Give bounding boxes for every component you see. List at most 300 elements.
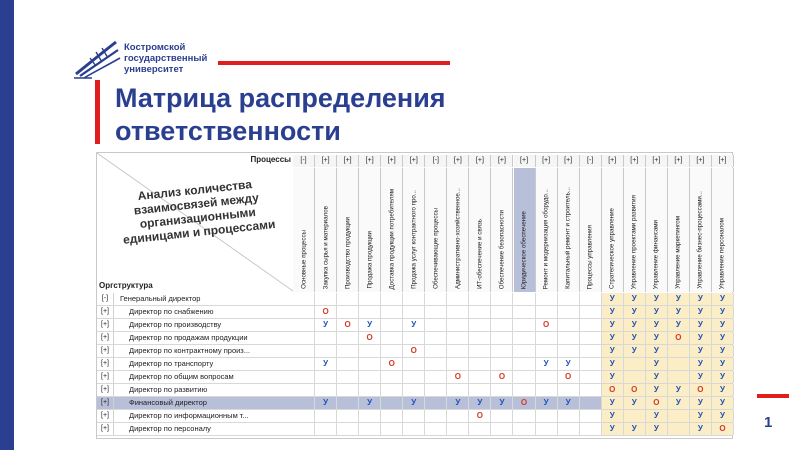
matrix-cell[interactable]: [315, 384, 337, 396]
process-column-header[interactable]: [491, 168, 513, 292]
org-unit-row[interactable]: [97, 371, 732, 384]
matrix-cell[interactable]: [315, 397, 337, 409]
matrix-cell[interactable]: [558, 345, 580, 357]
matrix-cell[interactable]: [536, 384, 558, 396]
column-expand-button[interactable]: [-]: [580, 155, 602, 167]
mark-owner: О: [476, 411, 484, 420]
matrix-cell[interactable]: [646, 332, 668, 344]
matrix-cell[interactable]: [425, 332, 447, 344]
column-expand-button[interactable]: [-]: [293, 155, 315, 167]
matrix-cell[interactable]: [425, 371, 447, 383]
matrix-cell[interactable]: [425, 293, 447, 305]
matrix-cell[interactable]: [381, 371, 403, 383]
matrix-cell[interactable]: [536, 371, 558, 383]
matrix-cell[interactable]: [536, 332, 558, 344]
matrix-cell[interactable]: [646, 371, 668, 383]
mark-owner: О: [719, 424, 726, 433]
matrix-cell[interactable]: [447, 306, 469, 318]
matrix-cell[interactable]: [690, 384, 712, 396]
matrix-cell[interactable]: [337, 345, 359, 357]
matrix-cell[interactable]: [447, 423, 469, 435]
matrix-cell[interactable]: [668, 397, 690, 409]
matrix-cell[interactable]: [690, 319, 712, 331]
matrix-cell[interactable]: [646, 410, 668, 422]
matrix-cell[interactable]: [580, 319, 602, 331]
matrix-cell[interactable]: [403, 345, 425, 357]
column-expand-button[interactable]: [+]: [381, 155, 403, 167]
matrix-cell[interactable]: [403, 358, 425, 370]
matrix-cell[interactable]: [690, 332, 712, 344]
org-unit-row[interactable]: [97, 332, 732, 345]
matrix-cell[interactable]: [558, 423, 580, 435]
process-column-header[interactable]: [602, 168, 624, 292]
matrix-cell[interactable]: [381, 293, 403, 305]
matrix-cell[interactable]: [469, 384, 491, 396]
column-expand-button[interactable]: [+]: [690, 155, 712, 167]
matrix-cell[interactable]: [712, 371, 734, 383]
matrix-cell[interactable]: [469, 319, 491, 331]
matrix-cell[interactable]: [712, 319, 734, 331]
matrix-cell[interactable]: [514, 332, 536, 344]
process-column-header[interactable]: [712, 168, 734, 292]
matrix-cell[interactable]: [359, 293, 381, 305]
matrix-cell[interactable]: [602, 371, 624, 383]
row-expand-button[interactable]: [+]: [97, 384, 114, 396]
matrix-cell[interactable]: [690, 293, 712, 305]
matrix-cell[interactable]: [624, 332, 646, 344]
matrix-cell[interactable]: [624, 423, 646, 435]
university-name: [124, 42, 207, 75]
row-expand-button[interactable]: [-]: [97, 293, 114, 305]
matrix-cell[interactable]: [624, 384, 646, 396]
mark-responsible: У: [697, 359, 703, 368]
matrix-cell[interactable]: [469, 306, 491, 318]
matrix-cell[interactable]: [690, 371, 712, 383]
matrix-cell[interactable]: [315, 293, 337, 305]
mark-owner: О: [542, 320, 550, 329]
matrix-cell[interactable]: [469, 345, 491, 357]
matrix-cell[interactable]: [558, 319, 580, 331]
matrix-cell[interactable]: [646, 345, 668, 357]
matrix-cell[interactable]: [491, 332, 513, 344]
matrix-cell[interactable]: [668, 332, 690, 344]
matrix-cell[interactable]: [690, 345, 712, 357]
matrix-cell[interactable]: [602, 345, 624, 357]
matrix-cell[interactable]: [469, 397, 491, 409]
matrix-cell[interactable]: [602, 306, 624, 318]
row-expand-button[interactable]: [+]: [97, 410, 114, 422]
matrix-cell[interactable]: [514, 306, 536, 318]
matrix-cell[interactable]: [646, 423, 668, 435]
matrix-cell[interactable]: [514, 293, 536, 305]
matrix-cell[interactable]: [624, 358, 646, 370]
process-column-header[interactable]: [536, 168, 558, 292]
matrix-cell[interactable]: [293, 410, 315, 422]
matrix-cell[interactable]: [381, 358, 403, 370]
matrix-cell[interactable]: [403, 371, 425, 383]
matrix-cell[interactable]: [580, 397, 602, 409]
matrix-cell[interactable]: [359, 423, 381, 435]
matrix-cell[interactable]: [337, 423, 359, 435]
matrix-cell[interactable]: [293, 371, 315, 383]
matrix-cell[interactable]: [690, 306, 712, 318]
matrix-cell[interactable]: [315, 345, 337, 357]
matrix-cell[interactable]: [469, 358, 491, 370]
matrix-cell[interactable]: [668, 410, 690, 422]
org-unit-row[interactable]: [97, 358, 732, 371]
matrix-cell[interactable]: [602, 384, 624, 396]
matrix-title: Анализ количества взаимосвязей между организационными единицами и процессами: [122, 177, 277, 247]
matrix-cell[interactable]: [337, 410, 359, 422]
column-expand-button[interactable]: [+]: [602, 155, 624, 167]
org-unit-row[interactable]: [97, 306, 732, 319]
matrix-cell[interactable]: [337, 358, 359, 370]
column-expand-button[interactable]: [+]: [359, 155, 381, 167]
matrix-cell[interactable]: [337, 371, 359, 383]
matrix-cell[interactable]: [315, 410, 337, 422]
matrix-cell[interactable]: [381, 423, 403, 435]
matrix-cell[interactable]: [293, 423, 315, 435]
matrix-cell[interactable]: [293, 332, 315, 344]
matrix-cell[interactable]: [293, 293, 315, 305]
matrix-cell[interactable]: [580, 332, 602, 344]
matrix-cell[interactable]: [381, 384, 403, 396]
matrix-cell[interactable]: [447, 397, 469, 409]
matrix-cell[interactable]: [624, 345, 646, 357]
matrix-cell[interactable]: [337, 293, 359, 305]
matrix-cell[interactable]: [536, 319, 558, 331]
matrix-cell[interactable]: [447, 345, 469, 357]
matrix-cell[interactable]: [602, 410, 624, 422]
matrix-cell[interactable]: [425, 319, 447, 331]
matrix-cell[interactable]: [602, 423, 624, 435]
process-column-header[interactable]: [668, 168, 690, 292]
matrix-cell[interactable]: [425, 397, 447, 409]
matrix-cell[interactable]: [712, 293, 734, 305]
column-expand-button[interactable]: [+]: [536, 155, 558, 167]
process-column-header[interactable]: [293, 168, 315, 292]
matrix-cell[interactable]: [469, 332, 491, 344]
matrix-cell[interactable]: [359, 345, 381, 357]
column-expand-button[interactable]: [+]: [514, 155, 536, 167]
matrix-cell[interactable]: [580, 345, 602, 357]
matrix-cell[interactable]: [558, 332, 580, 344]
matrix-cell[interactable]: [491, 410, 513, 422]
matrix-cell[interactable]: [425, 410, 447, 422]
process-column-header[interactable]: [315, 168, 337, 292]
mark-responsible: У: [609, 359, 615, 368]
matrix-cell[interactable]: [337, 397, 359, 409]
matrix-cell[interactable]: [602, 319, 624, 331]
column-expand-button[interactable]: [+]: [469, 155, 491, 167]
matrix-cell[interactable]: [491, 397, 513, 409]
matrix-cell[interactable]: [293, 397, 315, 409]
org-unit-row[interactable]: [97, 293, 732, 306]
matrix-cell[interactable]: [425, 306, 447, 318]
column-expand-button[interactable]: [+]: [558, 155, 580, 167]
matrix-cell[interactable]: [403, 319, 425, 331]
matrix-cell[interactable]: [668, 345, 690, 357]
row-expand-button[interactable]: [+]: [97, 397, 114, 409]
matrix-cell[interactable]: [536, 293, 558, 305]
process-column-header[interactable]: [514, 168, 536, 292]
matrix-cell[interactable]: [491, 423, 513, 435]
matrix-cell[interactable]: [403, 306, 425, 318]
row-expand-button[interactable]: [+]: [97, 319, 114, 331]
process-column-header[interactable]: [646, 168, 668, 292]
matrix-cell[interactable]: [558, 410, 580, 422]
process-column-header[interactable]: [337, 168, 359, 292]
matrix-cell[interactable]: [646, 306, 668, 318]
process-column-header[interactable]: [690, 168, 712, 292]
matrix-cell[interactable]: [359, 332, 381, 344]
mark-responsible: У: [367, 398, 373, 407]
matrix-cell[interactable]: [646, 384, 668, 396]
matrix-cell[interactable]: [403, 410, 425, 422]
matrix-cell[interactable]: [381, 306, 403, 318]
matrix-cell[interactable]: [425, 358, 447, 370]
matrix-cell[interactable]: [381, 397, 403, 409]
matrix-cell[interactable]: [491, 293, 513, 305]
matrix-cell[interactable]: [315, 423, 337, 435]
matrix-cell[interactable]: [359, 384, 381, 396]
column-expand-button[interactable]: [+]: [315, 155, 337, 167]
matrix-cell[interactable]: [580, 371, 602, 383]
matrix-cell[interactable]: [425, 345, 447, 357]
mark-owner: О: [631, 385, 638, 394]
column-expand-button[interactable]: [+]: [403, 155, 425, 167]
matrix-cell[interactable]: [425, 423, 447, 435]
matrix-cell[interactable]: [624, 319, 646, 331]
process-column-label: Капитальный ремонт и строитель...: [564, 187, 572, 289]
matrix-cell[interactable]: [602, 293, 624, 305]
org-unit-row[interactable]: [97, 384, 732, 397]
matrix-cell[interactable]: [668, 384, 690, 396]
matrix-cell[interactable]: [646, 319, 668, 331]
matrix-cell[interactable]: [381, 319, 403, 331]
row-expand-button[interactable]: [+]: [97, 423, 114, 435]
matrix-cell[interactable]: [624, 410, 646, 422]
matrix-cell[interactable]: [668, 319, 690, 331]
process-column-header[interactable]: [558, 168, 580, 292]
matrix-cell[interactable]: [447, 358, 469, 370]
matrix-cell[interactable]: [514, 384, 536, 396]
matrix-cell[interactable]: [668, 306, 690, 318]
matrix-cell[interactable]: [337, 319, 359, 331]
matrix-cell[interactable]: [602, 332, 624, 344]
matrix-cell[interactable]: [469, 293, 491, 305]
matrix-cell[interactable]: [447, 319, 469, 331]
matrix-cell[interactable]: [514, 319, 536, 331]
matrix-cell[interactable]: [381, 332, 403, 344]
column-expand-button[interactable]: [+]: [337, 155, 359, 167]
matrix-cell[interactable]: [668, 293, 690, 305]
matrix-cell[interactable]: [491, 345, 513, 357]
mark-responsible: У: [697, 294, 703, 303]
matrix-cell[interactable]: [536, 358, 558, 370]
matrix-cell[interactable]: [315, 319, 337, 331]
column-expand-button[interactable]: [-]: [425, 155, 447, 167]
matrix-cell[interactable]: [514, 397, 536, 409]
process-column-header[interactable]: [469, 168, 491, 292]
column-expand-button[interactable]: [+]: [712, 155, 734, 167]
matrix-cell[interactable]: [690, 358, 712, 370]
matrix-cell[interactable]: [469, 423, 491, 435]
column-expand-button[interactable]: [+]: [624, 155, 646, 167]
matrix-cell[interactable]: [447, 384, 469, 396]
red-accent-line: [218, 61, 450, 65]
matrix-cell[interactable]: [624, 293, 646, 305]
matrix-cell[interactable]: [580, 293, 602, 305]
matrix-cell[interactable]: [514, 410, 536, 422]
matrix-cell[interactable]: [558, 293, 580, 305]
process-column-header[interactable]: [403, 168, 425, 292]
matrix-cell[interactable]: [337, 384, 359, 396]
matrix-cell[interactable]: [690, 410, 712, 422]
matrix-cell[interactable]: [624, 371, 646, 383]
matrix-cell[interactable]: [712, 397, 734, 409]
matrix-cell[interactable]: [293, 384, 315, 396]
matrix-cell[interactable]: [491, 358, 513, 370]
process-column-label: Административно-хозяйственное...: [454, 188, 462, 289]
slide-title-line: Матрица распределения: [115, 83, 446, 113]
matrix-cell[interactable]: [337, 306, 359, 318]
column-expand-button[interactable]: [+]: [646, 155, 668, 167]
matrix-cell[interactable]: [712, 332, 734, 344]
process-column-header[interactable]: [624, 168, 646, 292]
matrix-cell[interactable]: [558, 358, 580, 370]
matrix-cell[interactable]: [469, 410, 491, 422]
matrix-cell[interactable]: [690, 397, 712, 409]
process-column-header[interactable]: [359, 168, 381, 292]
org-unit-row[interactable]: [97, 345, 732, 358]
matrix-cell[interactable]: [690, 423, 712, 435]
matrix-cell[interactable]: [514, 358, 536, 370]
matrix-cell[interactable]: [580, 423, 602, 435]
matrix-cell[interactable]: [447, 332, 469, 344]
matrix-cell[interactable]: [403, 384, 425, 396]
matrix-cell[interactable]: [491, 371, 513, 383]
matrix-cell[interactable]: [646, 358, 668, 370]
matrix-cell[interactable]: [536, 397, 558, 409]
matrix-cell[interactable]: [668, 423, 690, 435]
matrix-cell[interactable]: [403, 332, 425, 344]
process-column-label: Обеспечивающие процессы: [432, 208, 440, 289]
matrix-cell[interactable]: [447, 371, 469, 383]
column-expand-button[interactable]: [+]: [668, 155, 690, 167]
org-unit-row[interactable]: [97, 410, 732, 423]
process-column-header[interactable]: [381, 168, 403, 292]
matrix-cell[interactable]: [359, 306, 381, 318]
matrix-cell[interactable]: [536, 306, 558, 318]
matrix-cell[interactable]: [668, 358, 690, 370]
row-expand-button[interactable]: [+]: [97, 345, 114, 357]
process-column-header[interactable]: [580, 168, 602, 292]
matrix-cell[interactable]: [580, 358, 602, 370]
matrix-cell[interactable]: [580, 384, 602, 396]
row-expand-button[interactable]: [+]: [97, 332, 114, 344]
matrix-cell[interactable]: [293, 319, 315, 331]
row-expand-button[interactable]: [+]: [97, 306, 114, 318]
matrix-cell[interactable]: [536, 423, 558, 435]
column-expand-button[interactable]: [+]: [447, 155, 469, 167]
matrix-cell[interactable]: [536, 410, 558, 422]
matrix-cell[interactable]: [293, 358, 315, 370]
matrix-cell[interactable]: [558, 397, 580, 409]
matrix-cell[interactable]: [514, 423, 536, 435]
matrix-cell[interactable]: [403, 397, 425, 409]
matrix-cell[interactable]: [315, 306, 337, 318]
matrix-cell[interactable]: [602, 358, 624, 370]
matrix-cell[interactable]: [359, 410, 381, 422]
matrix-cell[interactable]: [712, 306, 734, 318]
matrix-cell[interactable]: [580, 410, 602, 422]
org-unit-row[interactable]: [97, 397, 732, 410]
matrix-cell[interactable]: [491, 384, 513, 396]
matrix-cell[interactable]: [469, 371, 491, 383]
matrix-cell[interactable]: [425, 384, 447, 396]
matrix-cell[interactable]: [447, 293, 469, 305]
process-column-header[interactable]: [447, 168, 469, 292]
matrix-cell[interactable]: [315, 332, 337, 344]
matrix-cell[interactable]: [447, 410, 469, 422]
matrix-cell[interactable]: [315, 358, 337, 370]
matrix-cell[interactable]: [646, 293, 668, 305]
matrix-cell[interactable]: [359, 371, 381, 383]
matrix-cell[interactable]: [359, 319, 381, 331]
matrix-cell[interactable]: [558, 306, 580, 318]
matrix-cell[interactable]: [558, 384, 580, 396]
matrix-cell[interactable]: [712, 358, 734, 370]
matrix-cell[interactable]: [580, 306, 602, 318]
matrix-cell[interactable]: [624, 306, 646, 318]
matrix-cell[interactable]: [514, 345, 536, 357]
matrix-cell[interactable]: [337, 332, 359, 344]
matrix-cell[interactable]: [712, 384, 734, 396]
matrix-cell[interactable]: [403, 423, 425, 435]
column-expand-button[interactable]: [+]: [491, 155, 513, 167]
matrix-cell[interactable]: [668, 371, 690, 383]
matrix-cell[interactable]: [712, 410, 734, 422]
matrix-cell[interactable]: [712, 423, 734, 435]
matrix-cell[interactable]: [293, 306, 315, 318]
matrix-cell[interactable]: [381, 345, 403, 357]
matrix-cell[interactable]: [403, 293, 425, 305]
mark-responsible: У: [697, 372, 703, 381]
matrix-cell[interactable]: [712, 345, 734, 357]
mark-responsible: У: [631, 320, 637, 329]
matrix-cell[interactable]: [624, 397, 646, 409]
org-unit-row[interactable]: [97, 423, 732, 436]
matrix-cell[interactable]: [602, 397, 624, 409]
org-unit-row[interactable]: [97, 319, 732, 332]
matrix-cell[interactable]: [315, 371, 337, 383]
process-column-header[interactable]: [425, 168, 447, 292]
org-structure-label: Оргструктура: [99, 281, 153, 290]
matrix-cell[interactable]: [491, 306, 513, 318]
row-expand-button[interactable]: [+]: [97, 371, 114, 383]
matrix-cell[interactable]: [646, 397, 668, 409]
matrix-cell[interactable]: [558, 371, 580, 383]
row-expand-button[interactable]: [+]: [97, 358, 114, 370]
matrix-cell[interactable]: [359, 397, 381, 409]
matrix-cell[interactable]: [381, 410, 403, 422]
matrix-cell[interactable]: [491, 319, 513, 331]
matrix-cell[interactable]: [293, 345, 315, 357]
matrix-cell[interactable]: [514, 371, 536, 383]
matrix-cell[interactable]: [359, 358, 381, 370]
matrix-cell[interactable]: [536, 345, 558, 357]
